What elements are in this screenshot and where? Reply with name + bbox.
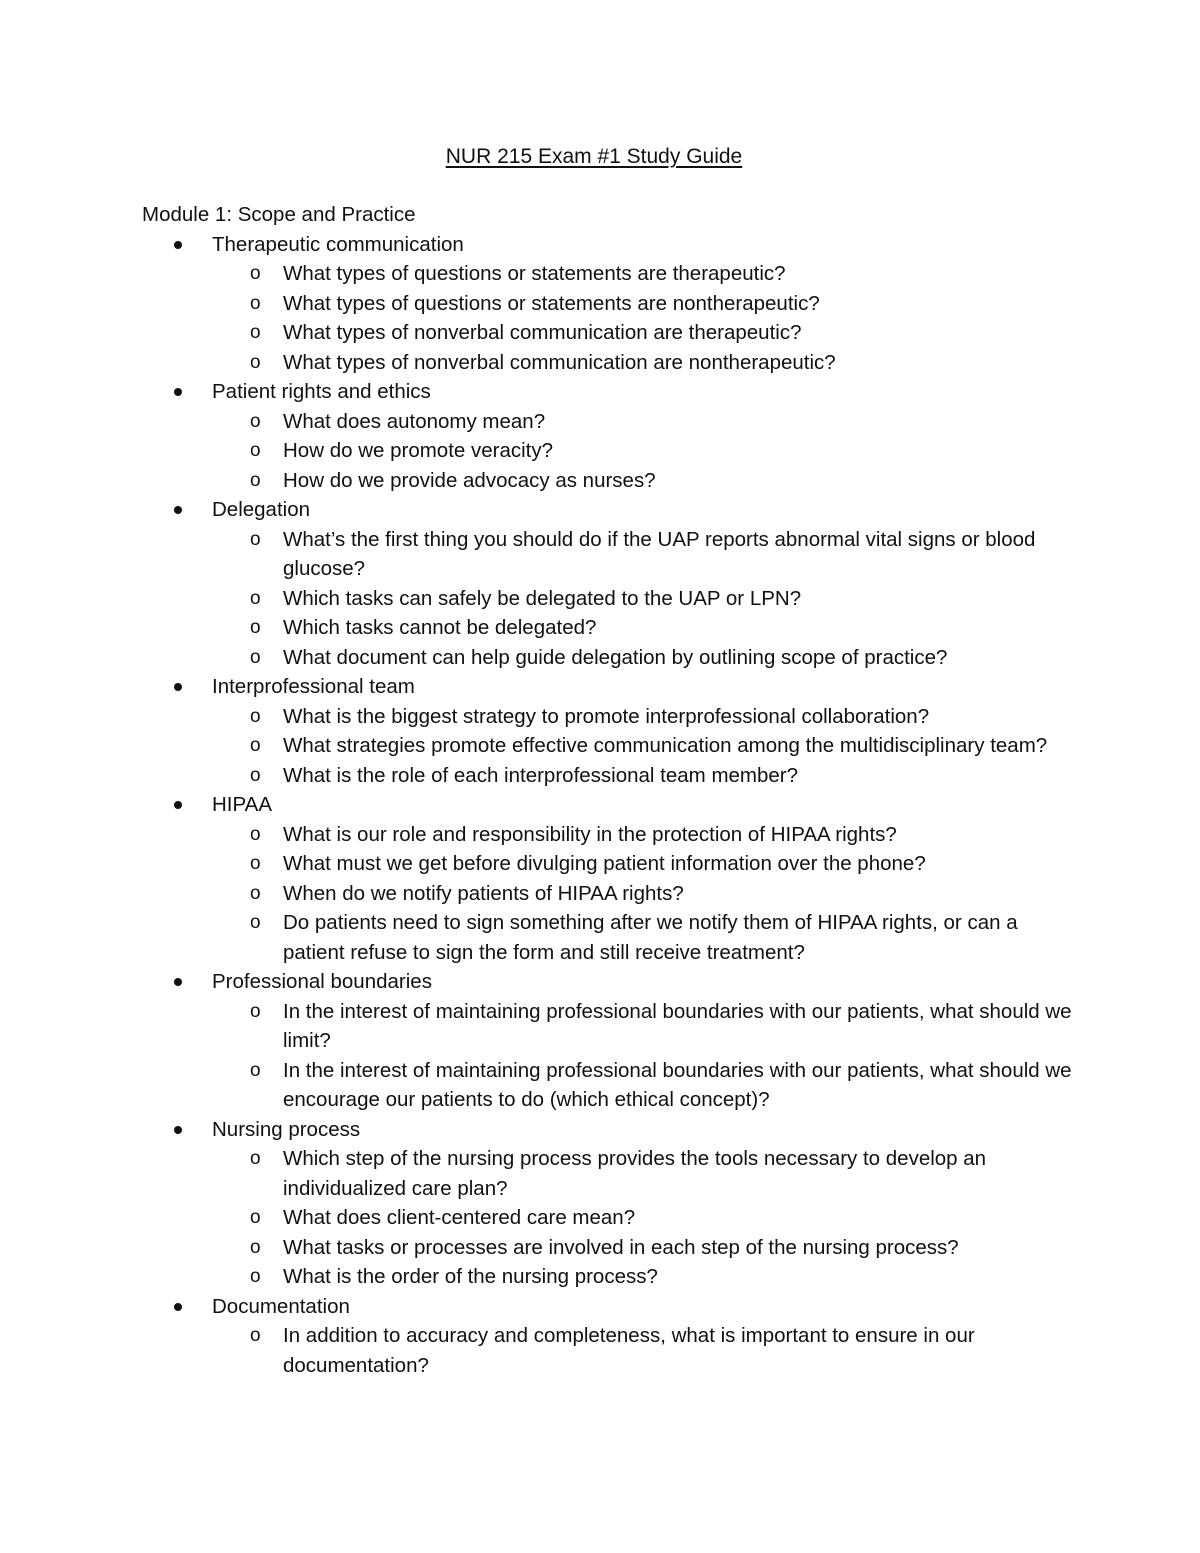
sub-bullet-circle-icon: o [250, 1236, 261, 1258]
sub-bullet-circle-icon: o [250, 912, 261, 933]
bullet-dot-icon [174, 388, 182, 396]
question-item [212, 436, 1072, 466]
question-item [212, 584, 1072, 614]
bullet-dot-icon [174, 241, 182, 249]
question-item [212, 407, 1072, 437]
question-item [212, 997, 1072, 1056]
question-item [212, 318, 1072, 348]
question-list [212, 1144, 1072, 1292]
sub-bullet-circle-icon: o [250, 351, 261, 373]
question-item [212, 761, 1072, 791]
question-text: What types of questions or statements are therapeutic? [283, 262, 786, 285]
question-text: How do we promote veracity? [283, 439, 554, 462]
question-text: In the interest of maintaining professional boundaries with our patients, what should we encourage our patients to do (which ethical concept)? [283, 1058, 1072, 1111]
topic-item [142, 230, 1072, 378]
topic-label: Interprofessional team [212, 675, 415, 698]
topic-list [142, 230, 1072, 1381]
topic-label: Documentation [212, 1294, 350, 1318]
question-item [212, 1203, 1072, 1233]
question-list [212, 407, 1072, 496]
question-text: What is the order of the nursing process? [283, 1265, 658, 1288]
question-text: When do we notify patients of HIPAA rights? [283, 881, 684, 905]
question-item [212, 348, 1072, 378]
question-text: Which step of the nursing process provides the tools necessary to develop an individualized care plan? [283, 1147, 987, 1200]
question-list [212, 702, 1072, 791]
sub-bullet-circle-icon: o [250, 528, 261, 550]
module-heading: Module 1: Scope and Practice [142, 203, 416, 226]
question-text: What must we get before divulging patient information over the phone? [283, 852, 926, 875]
question-list [212, 525, 1072, 673]
question-text: In the interest of maintaining professional boundaries with our patients, what should we limit? [283, 999, 1072, 1052]
question-item [212, 525, 1072, 584]
sub-bullet-circle-icon: o [250, 882, 261, 904]
question-item [212, 1144, 1072, 1203]
sub-bullet-circle-icon: o [250, 1325, 261, 1346]
question-text: What types of nonverbal communication are nontherapeutic? [283, 350, 836, 374]
topic-item [142, 672, 1072, 790]
question-list [212, 820, 1072, 968]
question-text: Do patients need to sign something after we notify them of HIPAA rights, or can a patient refuse to sign the form and still receive treatment? [283, 911, 1018, 964]
bullet-dot-icon [174, 506, 182, 514]
question-item [212, 1321, 1072, 1380]
sub-bullet-circle-icon: o [250, 1266, 261, 1287]
sub-bullet-circle-icon: o [250, 1148, 261, 1169]
sub-bullet-circle-icon: o [250, 292, 261, 314]
question-item [212, 643, 1072, 673]
topic-item [142, 1115, 1072, 1292]
topic-label: Delegation [212, 498, 311, 521]
document-body [142, 200, 1072, 1380]
document-title: NUR 215 Exam #1 Study Guide [445, 145, 743, 168]
bullet-dot-icon [174, 1303, 182, 1311]
question-item [212, 466, 1072, 496]
topic-item [142, 1292, 1072, 1381]
topic-label: Professional boundaries [212, 970, 432, 993]
topic-item [142, 377, 1072, 495]
question-text: What is our role and responsibility in the protection of HIPAA rights? [283, 822, 897, 846]
topic-item [142, 967, 1072, 1115]
sub-bullet-circle-icon: o [250, 440, 261, 461]
question-item [212, 820, 1072, 850]
question-item [212, 731, 1072, 761]
sub-bullet-circle-icon: o [250, 322, 261, 343]
sub-bullet-circle-icon: o [250, 705, 261, 727]
question-list [212, 997, 1072, 1115]
question-text: Which tasks can safely be delegated to the UAP or LPN? [283, 586, 802, 610]
bullet-dot-icon [174, 1126, 182, 1134]
bullet-dot-icon [174, 978, 182, 986]
topic-label: Patient rights and ethics [212, 380, 431, 403]
question-item [212, 849, 1072, 879]
question-text: What types of questions or statements are nontherapeutic? [283, 291, 820, 315]
topic-label: Nursing process [212, 1117, 361, 1141]
topic-label: HIPAA [212, 793, 272, 816]
question-text: What strategies promote effective communication among the multidisciplinary team? [283, 734, 1048, 757]
question-item [212, 289, 1072, 319]
sub-bullet-circle-icon: o [250, 1059, 261, 1081]
bullet-dot-icon [174, 801, 182, 809]
question-text: What’s the first thing you should do if the UAP reports abnormal vital signs or blood glucose? [283, 527, 1036, 580]
question-text: What is the role of each interprofessional team member? [283, 763, 799, 787]
bullet-dot-icon [174, 683, 182, 691]
sub-bullet-circle-icon: o [250, 617, 261, 638]
sub-bullet-circle-icon: o [250, 764, 261, 786]
question-item [212, 1262, 1072, 1292]
question-text: In addition to accuracy and completeness, what is important to ensure in our documentation? [283, 1324, 975, 1377]
topic-item [142, 495, 1072, 672]
question-item [212, 908, 1072, 967]
question-item [212, 879, 1072, 909]
question-item [212, 1233, 1072, 1263]
question-text: What tasks or processes are involved in each step of the nursing process? [283, 1235, 959, 1259]
sub-bullet-circle-icon: o [250, 853, 261, 874]
topic-label: Therapeutic communication [212, 232, 464, 256]
sub-bullet-circle-icon: o [250, 735, 261, 756]
sub-bullet-circle-icon: o [250, 587, 261, 609]
sub-bullet-circle-icon: o [250, 1000, 261, 1022]
sub-bullet-circle-icon: o [250, 1207, 261, 1228]
question-text: How do we provide advocacy as nurses? [283, 468, 656, 492]
question-text: What is the biggest strategy to promote interprofessional collaboration? [283, 704, 930, 728]
sub-bullet-circle-icon: o [250, 263, 261, 284]
question-text: What does autonomy mean? [283, 409, 546, 433]
sub-bullet-circle-icon: o [250, 646, 261, 668]
question-text: What does client-centered care mean? [283, 1206, 636, 1229]
question-text: What document can help guide delegation by outlining scope of practice? [283, 645, 948, 669]
question-item [212, 1056, 1072, 1115]
question-list [212, 259, 1072, 377]
topic-item [142, 790, 1072, 967]
sub-bullet-circle-icon: o [250, 410, 261, 432]
question-text: What types of nonverbal communication are therapeutic? [283, 321, 802, 344]
sub-bullet-circle-icon: o [250, 469, 261, 491]
question-item [212, 702, 1072, 732]
question-text: Which tasks cannot be delegated? [283, 616, 597, 639]
question-item [212, 259, 1072, 289]
question-list [212, 1321, 1072, 1380]
question-item [212, 613, 1072, 643]
sub-bullet-circle-icon: o [250, 823, 261, 845]
